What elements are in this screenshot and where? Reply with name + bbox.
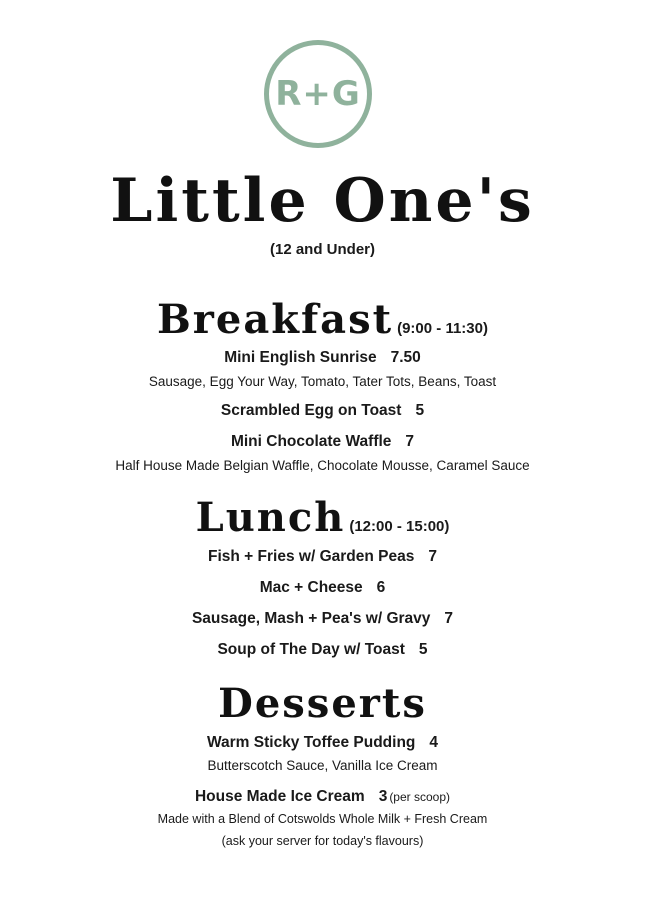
item-name: Warm Sticky Toffee Pudding (206, 734, 416, 751)
logo-text: R+G (275, 74, 361, 114)
item-price: 4 (429, 734, 439, 751)
logo (264, 40, 372, 148)
item-price: 6 (376, 579, 386, 596)
item-name: Mac + Cheese (259, 579, 363, 596)
lunch-title: Lunch (195, 494, 346, 541)
item-name: Scrambled Egg on Toast (220, 402, 402, 419)
menu-item-mac-cheese (0, 577, 645, 599)
item-note: (per scoop) (389, 790, 451, 804)
lunch-hours: (12:00 - 15:00) (349, 518, 450, 535)
item-price: 7 (428, 548, 437, 565)
item-name: Mini English Sunrise (224, 349, 377, 366)
breakfast-hours: (9:00 - 11:30) (397, 320, 488, 337)
menu-item-fish-fries (0, 546, 645, 568)
item-description: Made with a Blend of Cotswolds Whole Milk + Fresh Cream (157, 812, 488, 826)
item-name: Mini Chocolate Waffle (230, 433, 392, 450)
menu-item-mini-english-sunrise (0, 347, 645, 369)
item-description: Sausage, Egg Your Way, Tomato, Tater Tots, Beans, Toast (148, 374, 497, 389)
item-price: 5 (415, 402, 425, 419)
desserts-title: Desserts (218, 680, 427, 727)
item-description: Half House Made Belgian Waffle, Chocolate Mousse, Caramel Sauce (115, 458, 530, 473)
desserts-heading (0, 680, 645, 737)
menu-item-sausage-mash (0, 608, 645, 630)
item-price: 5 (418, 641, 428, 658)
item-description: Butterscotch Sauce, Vanilla Ice Cream (207, 758, 438, 773)
item-price: 7 (405, 433, 415, 450)
item-name: House Made Ice Cream (194, 788, 365, 805)
menu-item-scrambled-egg (0, 400, 645, 422)
menu-item-sticky-toffee-pudding (0, 732, 645, 754)
item-price: 7 (444, 610, 454, 627)
menu-item-house-made-ice-cream (0, 786, 645, 808)
lunch-heading (0, 494, 645, 551)
menu-item-soup-of-the-day (0, 639, 645, 661)
item-price: 3 (378, 788, 388, 805)
item-name: Sausage, Mash + Pea's w/ Gravy (191, 610, 431, 627)
breakfast-title: Breakfast (157, 296, 394, 343)
item-price: 7.50 (390, 349, 421, 366)
item-description-note: (ask your server for today's flavours) (221, 834, 424, 848)
item-name: Soup of The Day w/ Toast (217, 641, 405, 658)
menu-item-mini-chocolate-waffle (0, 431, 645, 453)
item-name: Fish + Fries w/ Garden Peas (208, 548, 415, 565)
menu-subtitle: (12 and Under) (269, 241, 375, 258)
menu-title: Little One's (110, 166, 535, 236)
breakfast-heading (0, 296, 645, 353)
